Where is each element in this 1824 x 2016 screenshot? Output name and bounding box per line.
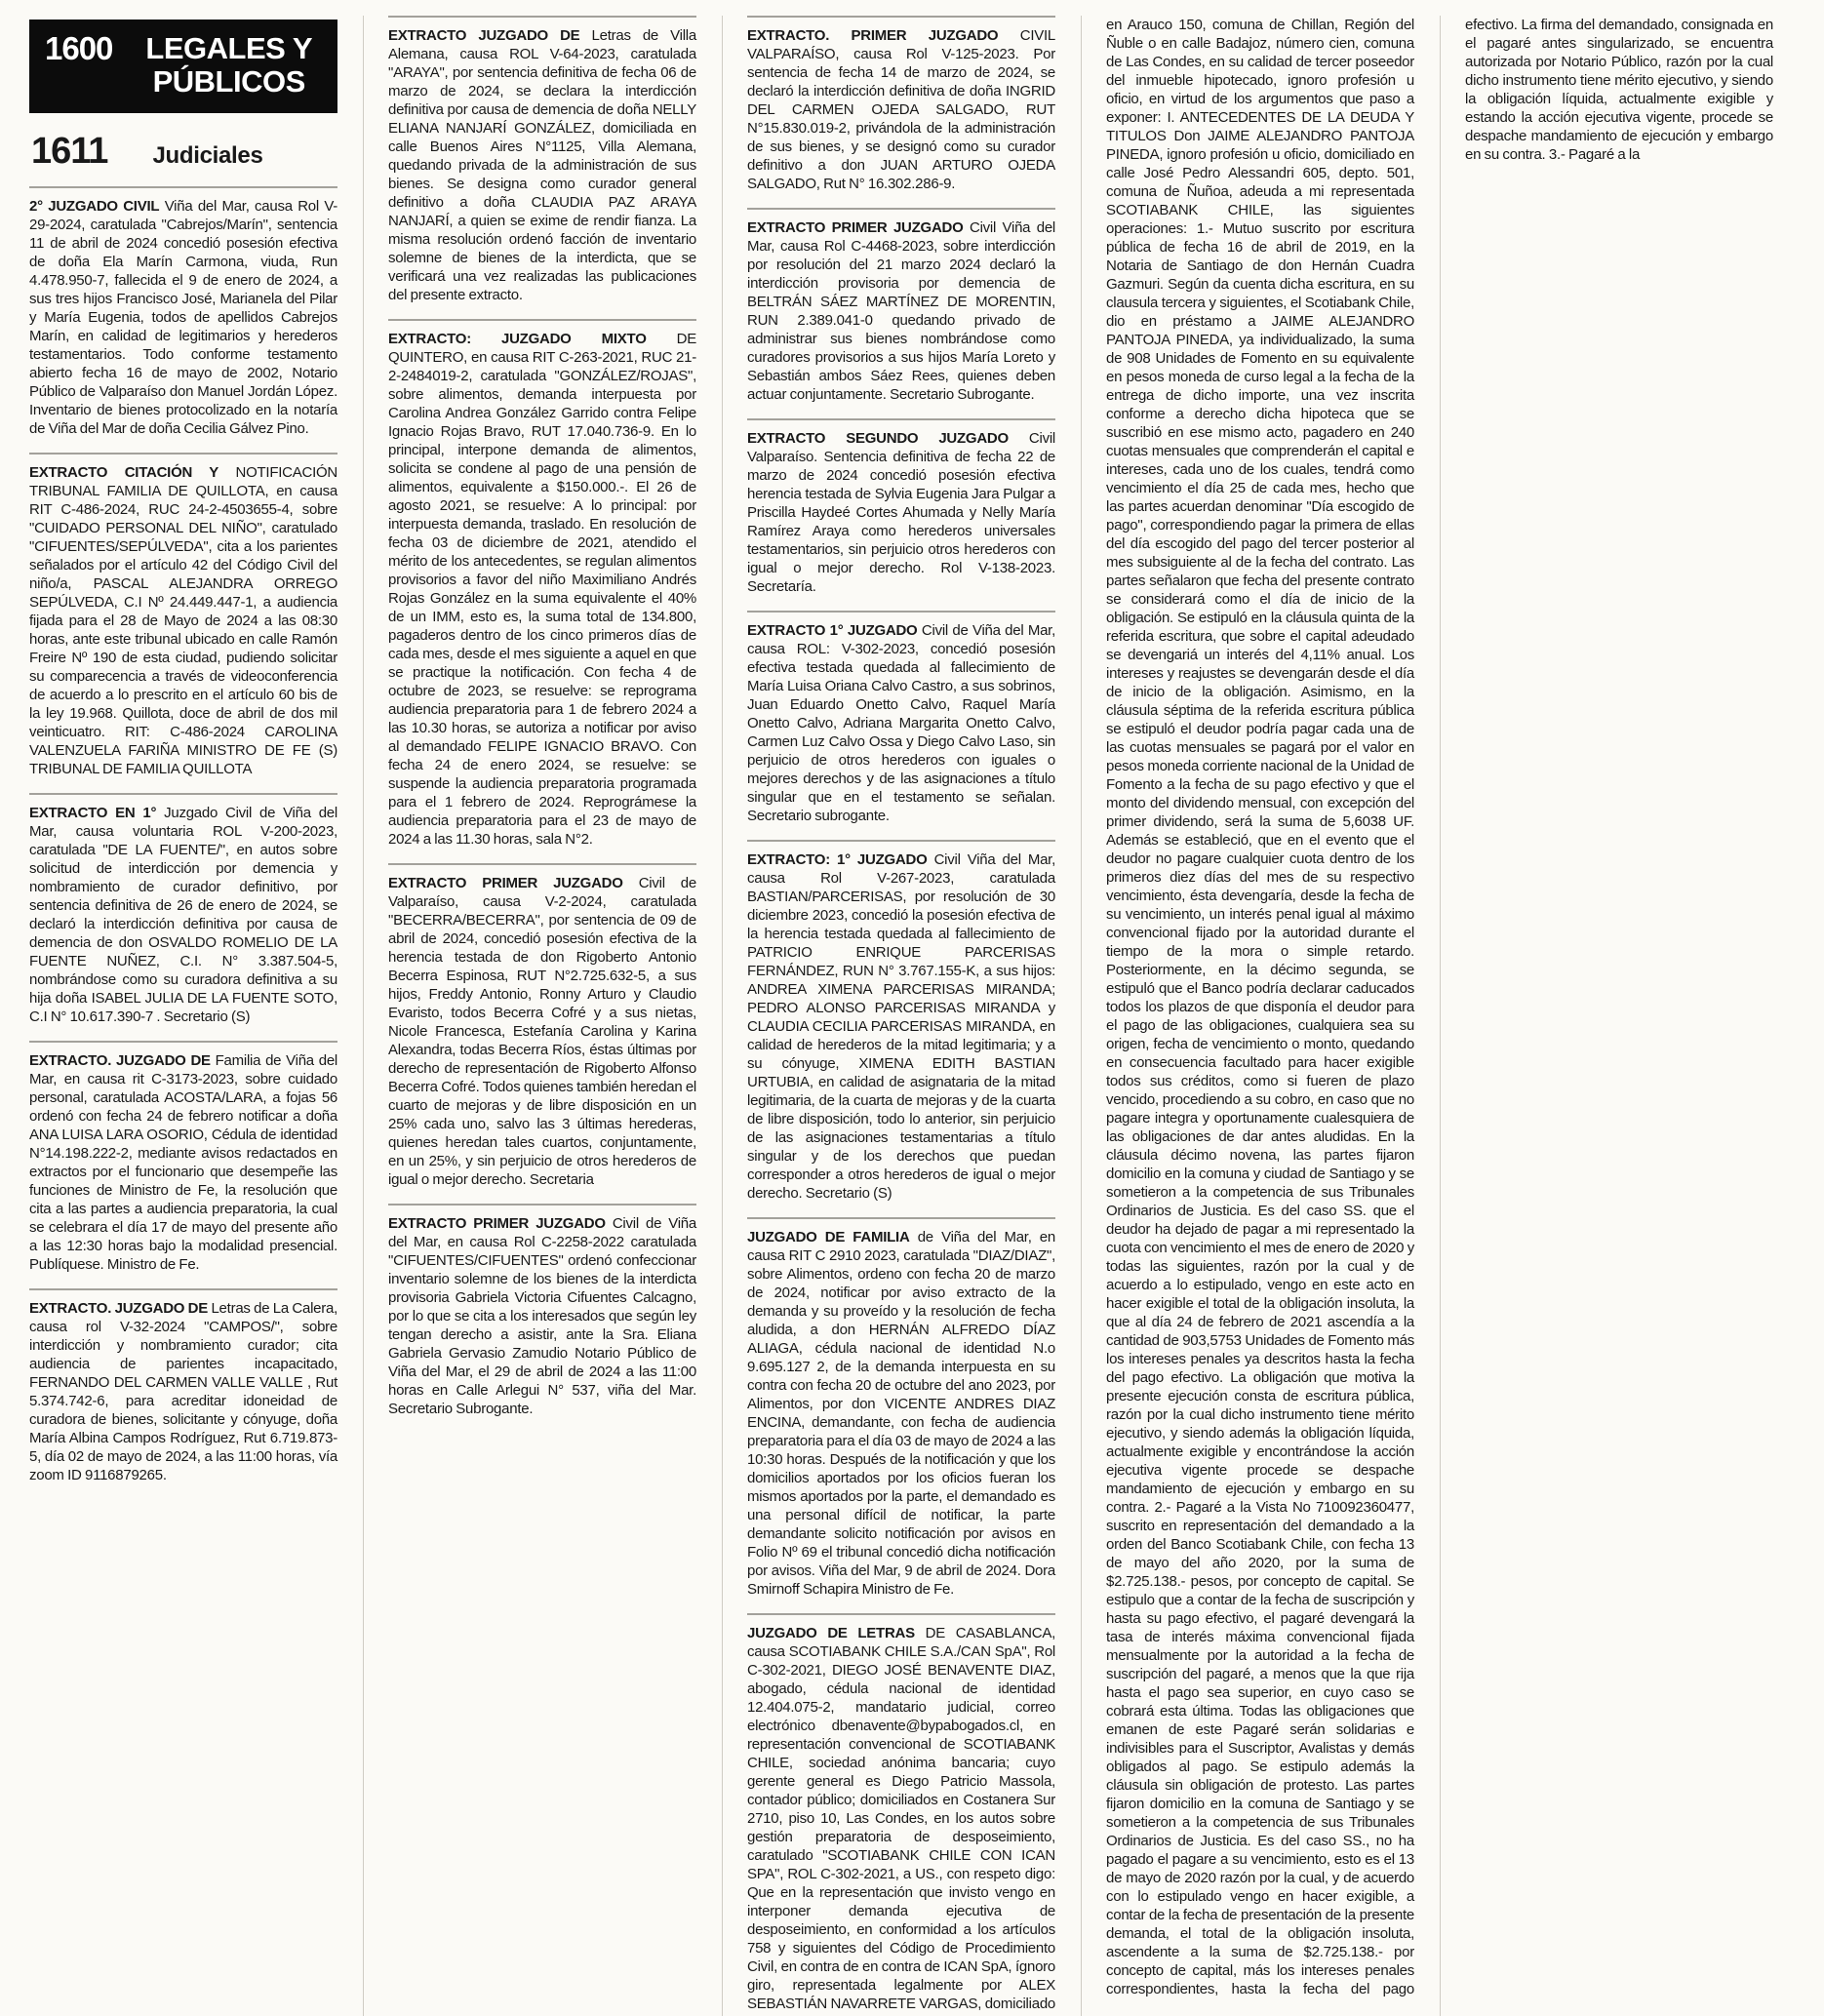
legal-notice <box>388 16 696 304</box>
notice-lead: EXTRACTO. JUZGADO DE <box>29 1052 211 1069</box>
notice-lead: EXTRACTO. JUZGADO DE <box>29 1300 208 1317</box>
legal-notice <box>747 208 1055 404</box>
legal-notice <box>29 1041 337 1274</box>
notice-body: Civil de Valparaíso, causa V-2-2024, caratulada "BECERRA/BECERRA", por sentencia de 09 de abril de 2024, concedió posesión efectiva de la herencia testada de don Rigoberto Antonio Becerra Espinosa, RUT N°2.725.632-5, a sus hijos, Freddy Antonio, Ronny Arturo y Claudio Evaristo, todos Becerra Cofré y a sus nietas, Nicole Francesca, Estefanía Carolina y Karina Alexandra, todas Becerra Ríos, éstas últimas por derecho de representación de Rigoberto Alfonso Becerra Cofré. Todos quienes también heredan el cuarto de mejoras y de libre disposición en un 25% cada uno, salvo las 3 últimas herederas, quienes heredan tales cuartos, conjuntamente, en un 25%, y sin perjuicio de otros herederos de igual o mejor derecho. Secretaria <box>388 875 697 1188</box>
legal-notice <box>388 319 696 849</box>
notice-lead: EXTRACTO PRIMER JUZGADO <box>388 1215 606 1232</box>
notice-lead: EXTRACTO CITACIÓN Y <box>29 464 219 481</box>
notice-lead: EXTRACTO PRIMER JUZGADO <box>747 219 964 236</box>
legal-notice <box>747 611 1055 825</box>
notice-lead: EXTRACTO SEGUNDO JUZGADO <box>747 430 1009 447</box>
notice-lead: EXTRACTO: JUZGADO MIXTO <box>388 331 647 347</box>
notice-lead: EXTRACTO 1° JUZGADO <box>747 622 918 639</box>
notice-body: NOTIFICACIÓN TRIBUNAL FAMILIA DE QUILLOTA, en causa RIT C-486-2024, RUC 24-2-4503655-4, sobre "CUIDADO PERSONAL DEL NIÑO", caratulado "CIFUENTES/SEPÚLVEDA", cita a los parientes señalados por el artículo 42 del Código Civil del niño/a, PASCAL ALEJANDRA ORREGO SEPÚLVEDA, C.I Nº 24.449.447-1, a audiencia fijada para el 28 de Mayo de 2024 a las 08:30 horas, ante este tribunal ubicado en calle Ramón Freire Nº 190 de esta ciudad, pudiendo solicitar su comparecencia a través de videoconferencia de acuerdo a lo prescrito en el artículo 60 bis de la ley 19.968. Quillota, doce de abril de dos mil veinticuatro. RIT: C-486-2024 CAROLINA VALENZUELA FARIÑA MINISTRO DE FE (S) TRIBUNAL DE FAMILIA QUILLOTA <box>29 464 337 777</box>
legal-notice <box>747 418 1055 596</box>
legal-notice <box>29 453 337 778</box>
notice-body: DE CASABLANCA, causa SCOTIABANK CHILE S.A./CAN SpA", Rol C-302-2021, DIEGO JOSÉ BENAVENTE DIAZ, abogado, cédula nacional de identidad 12.404.075-2, mandatario judicial, correo electrónico dbenavente@bypabogados.cl, en representación convencional de SCOTIABANK CHILE, sociedad anónima bancaria; cuyo gerente general es Diego Patricio Massola, contador público; domiciliados en Costanera Sur 2710, piso 10, Las Condes, en los autos sobre gestión preparatoria de desposeimiento, caratulado "SCOTIABANK CHILE CON ICAN SPA", ROL C-302-2021, a US., con respeto digo: Que en la representación que invisto vengo en interponer demanda ejecutiva de desposeimiento, en conformidad a los artículos 758 y siguientes del Código de Procedimiento Civil, en contra de en contra de ICAN SpA, ígnoro giro, representada legalmente por ALEX SEBASTIÁN NAVARRETE VARGAS, domiciliado en Arauco 150, comuna de Chillan, Región del Ñuble o en calle Badajoz, número cien, comuna de Las Condes, en su calidad de tercer poseedor del inmueble hipotecado, ignoro profesión u oficio, en virtud de los argumentos que paso a exponer: I. ANTECEDENTES DE LA DEUDA Y TITULOS Don JAIME ALEJANDRO PANTOJA PINEDA, ignoro profesión u oficio, domiciliado en calle José Pedro Alessandri 605, depto. 501, comuna de Ñuñoa, adeuda a mi representada SCOTIABANK CHILE, las siguientes operaciones: 1.- Mutuo suscrito por escritura pública de fecha 16 de abril de 2019, en la Notaria de Santiago de don Hernán Cuadra Gazmuri. Según da cuenta dicha escritura, en su clausula tercera y siguientes, el Scotiabank Chile, dio en préstamo a JAIME ALEJANDRO PANTOJA PINEDA, ya individualizado, la suma de 908 Unidades de Fomento en su equivalente en pesos moneda de curso legal a la fecha de la entrega de dicho importe, una vez inscrita conforme a derecho dicha hipoteca que se suscribió en ese mismo acto, pagadero en 240 cuotas mensuales que comprenderán el capital e intereses, cada uno de los cuales, tendrá como vencimiento el día 25 de cada mes, hecho que las partes acuerdan denominar "Día escogido de pago", correspondiendo pagar la primera de ellas del día escogido del pago del tercer posterior al mes subsiguiente al de la fecha del contrato. Las partes señalaron que fecha del presente contrato se considerará como el día de inicio de la obligación. Se estipuló en la cláusula quinta de la referida escritura, que sobre el capital adeudado se devengariá un interés del 4,11% anual. Los intereses y reajustes se devengarán desde el día de inicio de la obligación. Asimismo, en la cláusula séptima de la referida escritura pública se estipuló el deudor podría pagar cada una de las cuotas mensuales se pagará por el valor en pesos moneda corriente nacional de la Unidad de Fomento a la fecha de su pago efectivo y que el monto del dividendo mensual, con excepción del primer dividendo, será la suma de 5,6038 UF. Además se estableció, que en el evento que el deudor no pagare cualquier cuota dentro de los primeros diez días del mes de su respectivo vencimiento, ésta devengaría, desde la fecha de su vencimiento, un interés penal igual al máximo convencional fijado por la autoridad durante el tiempo de la mora o simple retardo. Posteriormente, en la décimo segunda, se estipuló que el Banco podría declarar caducados todos los plazos de que disponía el deudor para el pago de las obligaciones, cualquiera sea su origen, fecha de vencimiento o monto, quedando en consecuencia facultado para hacer exigible todos sus créditos, como si fueren de plazo vencido, procediendo a su cobro, en caso que no pagare integra y oportunamente cualesquiera de las obligaciones de dar antes aludidas. En la cláusula décimo novena, las partes fijaron domicilio en la comuna y ciudad de Santiago y se sometieron a la competencia de sus Tribunales Ordinarios de Justicia. Es del caso SS. que el deudor ha dejado de pagar a mi representado la cuota con vencimiento el mes de enero de 2020 y todas las siguientes, razón por la cual y de acuerdo a lo estipulado, vengo en este acto en hacer exigible el total de la obligación insoluta, la que al día 24 de febrero de 2021 ascendía a la cantidad de 903,5753 Unidades de Fomento más los intereses penales ya descritos hasta la fecha del pago efectivo. La obligación que motiva la presente ejecución consta de escritura pública, razón por la cual dicho instrumento tiene mérito ejecutivo, y siendo además la obligación líquida, actualmente exigible y encontrándose la acción ejecutiva vigente procede se despache mandamiento de ejecución y embargo en su contra. 2.- Pagaré a la Vista No 710092360477, suscrito en representación del demandado a la orden del Banco Scotiabank Chile, con fecha 13 de mayo del año 2020, por la suma de $2.725.138.- pesos, por concepto de capital. Se estipulo que a contar de la fecha de suscripción y hasta su pago efectivo, el pagaré devengará la tasa de interés máxima convencional fijada mensualmente por la autoridad a la fecha de suscripción del pagaré, a menos que la que rija hasta el pago sea superior, en cuyo caso se cobrará esta última. Todas las obligaciones que emanen de este Pagaré serán solidarias e indivisibles para el Suscriptor, Avalistas y demás obligados al pago. Se estipulo además la cláusula sin obligación de protesto. Las partes fijaron domicilio en la comuna de Santiago y se sometieron a la competencia de sus Tribunales Ordinarios de Justicia. Es del caso SS., no ha pagado el pagare a su vencimiento, esto es el 13 de mayo de 2020 razón por la cual, y de acuerdo con lo estipulado vengo en hacer exigible, a contar de la fecha de presentación de la presente demanda, el total de la obligación insoluta, ascendente a la suma de $2.725.138.- por concepto de capital, más los intereses penales correspondientes, hasta la fecha del pago efectivo. La firma del demandado, consignada en el pagaré antes singularizado, se encuentra autorizada por Notario Público, razón por la cual dicho instrumento tiene mérito ejecutivo, y siendo la obligación líquida, actualmente exigible y estando la acción ejecutiva vigente, procede se despache mandamiento de ejecución y embargo en su contra. 3.- Pagaré a la <box>747 17 1773 2012</box>
notice-lead: EXTRACTO JUZGADO DE <box>388 27 580 44</box>
notice-body: Viña del Mar, causa Rol V-29-2024, caratulada "Cabrejos/Marín", sentencia 11 de abril de 2024 concedió posesión efectiva de doña Ela Marín Carmona, viuda, Run 4.478.950-7, fallecida el 9 de enero de 2024, a sus tres hijos Francisco José, Marianela del Pilar y María Eugenia, todos de apellidos Cabrejos Marín, en calidad de legitimarios y herederos testamentarios. Todo conforme testamento abierto fecha 16 de mayo de 2002, Notario Público de Valparaíso don Manuel Jordán López. Inventario de bienes protocolizado en la notaría de Viña del Mar de doña Cecilia Gálvez Pino. <box>29 198 338 437</box>
notice-body: Letras de La Calera, causa rol V-32-2024 "CAMPOS/", sobre interdicción y nombramiento curador; cita audiencia de parientes incapacitado, FERNANDO DEL CARMEN VALLE VALLE , Rut 5.374.742-6, para acreditar idoneidad de curadora de bienes, solicitante y cónyuge, doña María Albina Campos Rodríguez, Rut 6.719.873-5, día 02 de mayo de 2024, a las 11:00 horas, vía zoom ID 9116879265. <box>29 1300 338 1483</box>
subsection-title: Judiciales <box>152 142 263 169</box>
notice-body: DE QUINTERO, en causa RIT C-263-2021, RUC 21-2-2484019-2, caratulada "GONZÁLEZ/ROJAS", sobre alimentos, demanda interpuesta por Carolina Andrea González Garrido contra Felipe Ignacio Rojas Bravo, RUT 17.040.736-9. En lo principal, interpone demanda de alimentos, solicita se condene al pago de una pensión de alimentos, equivalente a $150.000.-. El 26 de agosto 2021, se resuelve: A lo principal: por interpuesta demanda, traslado. En resolución de fecha 03 de diciembre de 2021, atendido el mérito de los antecedentes, se regulan alimentos provisorios a favor del niño Maximiliano Andrés Rojas González en la suma equivalente el 40% de un IMM, esto es, la suma total de 134.800, pagaderos dentro de los cinco primeros días de cada mes, desde el mes siguiente a aquel en que se practique la notificación. Con fecha 4 de octubre de 2023, se resuelve: se reprograma audiencia preparatoria para 1 de febrero 2024 a las 10.30 horas, se autoriza a notificar por aviso al demandado FELIPE IGNACIO BRAVO. Con fecha 24 de enero 2024, se resuelve: se suspende la audiencia preparatoria programada para el 1 febrero de 2024. Reprográmese la audiencia preparatoria para el 23 de mayo de 2024 a las 11.30 horas, sala N°2. <box>388 331 697 848</box>
notice-body: CIVIL VALPARAÍSO, causa Rol V-125-2023. Por sentencia de fecha 14 de marzo de 2024, se declaró la interdicción definitiva de doña INGRID DEL CARMEN OJEDA SALGADO, RUT N°15.830.019-2, privándola de la administración de sus bienes, y se designó como su curador definitivo a don JUAN ARTURO OJEDA SALGADO, Rut N° 16.302.286-9. <box>747 27 1055 192</box>
notice-body: Civil Viña del Mar, causa Rol V-267-2023, caratulada BASTIAN/PARCERISAS, por resolución de 30 diciembre 2023, concedió la posesión efectiva de la herencia testada quedada al fallecimiento de PATRICIO ENRIQUE PARCERISAS FERNÁNDEZ, RUN N° 3.767.155-K, a sus hijos: ANDREA XIMENA PARCERISAS MIRANDA; PEDRO ALONSO PARCERISAS MIRANDA y CLAUDIA CECILIA PARCERISAS MIRANDA, en calidad de herederos de la mitad legitimaria; y a su cónyuge, XIMENA EDITH BASTIAN URTUBIA, en calidad de asignataria de la mitad legitimaria, de la cuarta de mejoras y de la cuarta de libre disposición, todo lo anterior, sin perjuicio de las asignaciones testamentarias a título singular y de los derechos que puedan corresponder a otros herederos de igual o mejor derecho. Secretario (S) <box>747 851 1055 1202</box>
notice-body: Civil de Viña del Mar, en causa Rol C-2258-2022 caratulada "CIFUENTES/CIFUENTES" ordenó confeccionar inventario solemne de los bienes de la interdicta provisoria Gabriela Victoria Cifuentes Calcagno, por lo que se cita a los interesados que según ley tengan derecho a asistir, ante la Sra. Eliana Gabriela Gervasio Zamudio Notario Público de Viña del Mar, el 29 de abril de 2024 a las 11:00 horas en Calle Arlegui N° 537, viña del Mar. Secretario Subrogante. <box>388 1215 696 1417</box>
legal-notice <box>29 1288 337 1484</box>
notice-lead: 2° JUZGADO CIVIL <box>29 198 160 215</box>
legal-notice <box>747 1217 1055 1599</box>
notice-body: de Viña del Mar, en causa RIT C 2910 2023, caratulada "DIAZ/DIAZ", sobre Alimentos, ordeno con fecha 20 de marzo de 2024, notificar por aviso extracto de la demanda y su proveído y la resolución de fecha aludida, a don HERNÁN ALFREDO DÍAZ ALIAGA, cédula nacional de identidad N.o 9.695.127 2, de la demanda interpuesta en su contra con fecha 20 de octubre del ano 2023, por Alimentos, por don VICENTE ANDRES DIAZ ENCINA, demandante, con fecha de audiencia preparatoria para el día 03 de mayo de 2024 a las 10:30 horas. Después de la notificación y que los domicilios aportados por los oficios fueran los mismos aportados por la parte, el demandado es una personal difícil de notificar, la parte demandante solicito notificación por avisos en Folio Nº 69 el tribunal concedió dicha notificación por avisos. Viña del Mar, 9 de abril de 2024. Dora Smirnoff Schapira Ministro de Fe. <box>747 1229 1055 1598</box>
notice-body: Juzgado Civil de Viña del Mar, causa voluntaria ROL V-200-2023, caratulada "DE LA FUENTE/", en autos sobre solicitud de interdicción por demencia y nombramiento de curador definitivo, por sentencia definitiva de 26 de enero de 2024, se declaró la interdicción definitiva por causa de demencia de don OSVALDO ROMELIO DE LA FUENTE NUÑEZ, C.I. N° 3.387.504-5, nombrándose como su curadora definitiva a su hija doña ISABEL JULIA DE LA FUENTE SOTO, C.I N° 10.617.390-7 . Secretario (S) <box>29 805 337 1025</box>
notice-body: Civil Valparaíso. Sentencia definitiva de fecha 22 de marzo de 2024 concedió posesión efectiva herencia testada de Sylvia Eugenia Jara Pulgar a Priscilla Haydeé Cortes Ahumada y Nelly María Ramírez Araya como herederos universales testamentarios, sin perjuicio otros herederos con igual o mejor derecho. Rol V-138-2023. Secretaría. <box>747 430 1055 595</box>
legal-notice <box>388 1204 696 1418</box>
notice-body: Familia de Viña del Mar, en causa rit C-3173-2023, sobre cuidado personal, caratulada ACOSTA/LARA, a fojas 56 ordenó con fecha 24 de febrero notificar a doña ANA LUISA LARA OSORIO, Cédula de identidad N°14.198.222-2, mediante avisos redactados en extractos por el funcionario que desempeñe las funciones de Ministro de Fe, la resolución que cita a las partes a audiencia preparatoria, la cual se celebrara el día 17 de mayo del presente año a las 12:30 horas bajo la modalidad presencial. Publíquese. Ministro de Fe. <box>29 1052 337 1273</box>
legal-notice <box>388 863 696 1189</box>
section-title: LEGALES Y PÚBLICOS <box>145 31 313 99</box>
notice-body: Civil Viña del Mar, causa Rol C-4468-2023, sobre interdicción por resolución del 21 marzo 2024 declaró la interdicción provisoria por demencia de BELTRÁN SÁEZ MARTÍNEZ DE MORENTIN, RUN 2.389.041-0 quedando privado de administrar sus bienes nombrándose como curadores provisorios a sus hijos María Loreto y Sebastián ambos Sáez Rees, quienes deben actuar conjuntamente. Secretario Subrogante. <box>747 219 1055 403</box>
notice-lead: EXTRACTO: 1° JUZGADO <box>747 851 928 868</box>
section-number: 1600 <box>45 30 113 66</box>
notice-body: Letras de Villa Alemana, causa ROL V-64-2023, caratulada "ARAYA", por sentencia definitiva de fecha 06 de marzo de 2024, se declara la interdicción definitiva por causa de demencia de doña NELLY ELIANA NANJARÍ GONZÁLEZ, domiciliada en calle Buenos Aires N°1125, Villa Alemana, quedando privada de la administración de sus bienes. Se designa como curador general definitivo a doña CLAUDIA PAZ ARAYA NANJARÍ, a quien se exime de rendir fianza. La misma resolución ordenó facción de inventario solemne de bienes de la interdicta, que se verificará una vez realizadas las publicaciones del presente extracto. <box>388 27 696 303</box>
notice-lead: JUZGADO DE LETRAS <box>747 1625 915 1641</box>
legal-notice <box>747 16 1055 193</box>
subsection-header <box>29 113 337 186</box>
legal-notice <box>29 186 337 438</box>
legal-notice <box>29 793 337 1026</box>
section-header <box>29 20 337 186</box>
subsection-number: 1611 <box>31 131 108 172</box>
notice-lead: EXTRACTO EN 1° <box>29 805 157 821</box>
notice-lead: EXTRACTO. PRIMER JUZGADO <box>747 27 999 44</box>
notice-lead: EXTRACTO PRIMER JUZGADO <box>388 875 623 891</box>
notice-lead: JUZGADO DE FAMILIA <box>747 1229 910 1245</box>
legal-notice <box>747 840 1055 1203</box>
notice-body: Civil de Viña del Mar, causa ROL: V-302-2023, concedió posesión efectiva testada quedada al fallecimiento de María Luisa Oriana Calvo Castro, a sus sobrinos, Juan Eduardo Onetto Calvo, Raquel María Onetto Calvo, Adriana Margarita Onetto Calvo, Carmen Luz Calvo Ossa y Diego Calvo Laso, sin perjuicio de otros herederos con iguales o mejores derechos y de las asignaciones a título singular que en el testamento se señalan. Secretario subrogante. <box>747 622 1056 824</box>
section-banner <box>29 20 337 113</box>
